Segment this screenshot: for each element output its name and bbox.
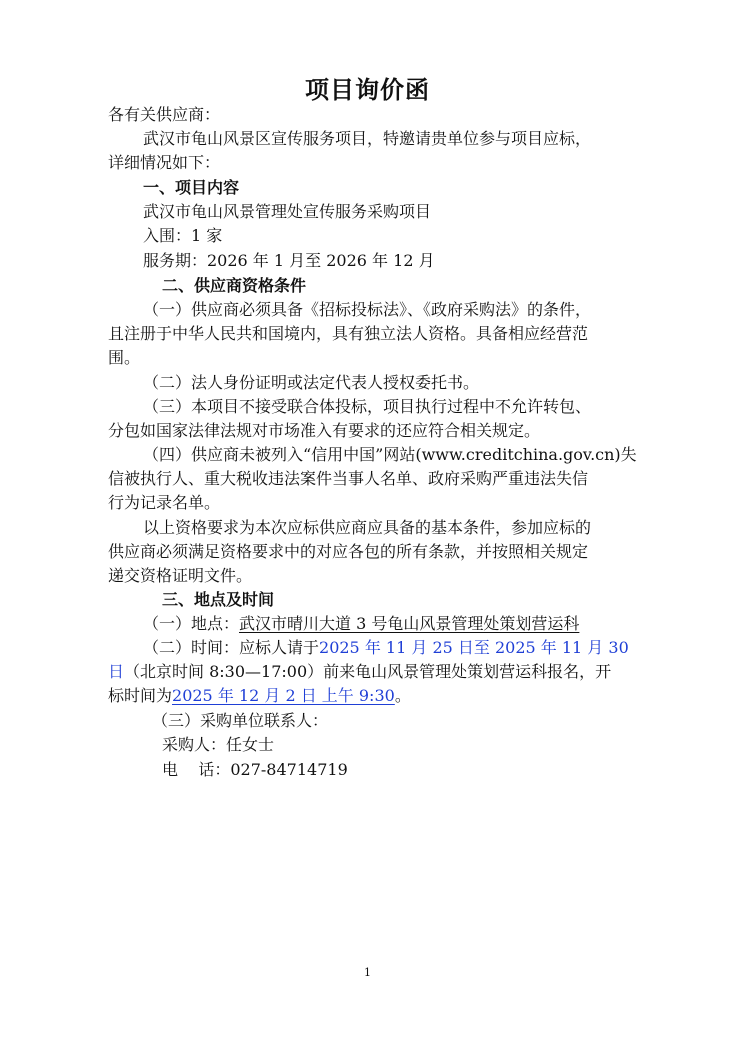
location-value: 武汉市晴川大道 3 号龟山风景管理处策划营运科 [239, 614, 580, 633]
requirement-4-line-3: 行为记录名单。 [108, 493, 221, 512]
qualification-note-line-2: 供应商必须满足资格要求中的对应各包的所有条款，并按照相关规定 [108, 542, 589, 561]
salutation: 各有关供应商： [108, 105, 221, 124]
requirement-1-line-1: （一）供应商必须具备《招标投标法》、《政府采购法》的条件， [143, 300, 592, 319]
requirement-4-line-1: （四）供应商未被列入“信用中国”网站(www.creditchina.gov.cn)失 [143, 445, 637, 464]
requirement-3-line-2: 分包如国家法律法规对市场准入有要求的还应符合相关规定。 [108, 421, 541, 440]
qualification-note-line-1: 以上资格要求为本次应标供应商应具备的基本条件，参加应标的 [143, 518, 592, 537]
page-number: 1 [364, 966, 371, 979]
buyer-value: 任女士 [226, 735, 275, 754]
contact-heading: （三）采购单位联系人： [152, 711, 329, 730]
buyer-label: 采购人： [162, 735, 227, 754]
registration-dates-end: 日 [108, 662, 125, 681]
phone-line [162, 758, 348, 782]
quota: 入围：1 家 [143, 226, 223, 245]
intro-line-2: 详细情况如下： [108, 153, 221, 172]
section-3-heading: 三、地点及时间 [162, 590, 275, 609]
location-label: （一）地点： [143, 614, 240, 633]
phone-value: 027-84714719 [230, 760, 348, 779]
time-line-1 [143, 636, 629, 660]
qualification-note-line-3: 递交资格证明文件。 [108, 566, 253, 585]
requirement-1-line-2: 且注册于中华人民共和国境内，具有独立法人资格。具备相应经营范 [108, 324, 589, 343]
opening-time-value: 2025 年 12 月 2 日 上午 9:30 [172, 686, 395, 705]
opening-time-period: 。 [394, 686, 411, 705]
registration-dates: 2025 年 11 月 25 日至 2025 年 11 月 30 [319, 638, 629, 657]
registration-hours: （北京时间 8:30—17:00）前来龟山风景管理处策划营运科报名，开 [124, 662, 612, 681]
buyer-line [162, 733, 274, 757]
section-1-heading: 一、项目内容 [143, 178, 240, 197]
opening-time-label: 标时间为 [108, 686, 173, 705]
time-label: （二）时间：应标人请于 [143, 638, 320, 657]
requirement-4-line-2: 信被执行人、重大税收违法案件当事人名单、政府采购严重违法失信 [108, 469, 589, 488]
intro-line-1: 武汉市龟山风景区宣传服务项目，特邀请贵单位参与项目应标， [143, 129, 592, 148]
location-line [143, 612, 579, 636]
service-period: 服务期：2026 年 1 月至 2026 年 12 月 [143, 251, 435, 270]
time-line-3 [108, 684, 411, 708]
requirement-1-line-3: 围。 [108, 348, 141, 367]
document-title: 项目询价函 [305, 76, 430, 104]
requirement-2: （二）法人身份证明或法定代表人授权委托书。 [143, 373, 480, 392]
section-2-heading: 二、供应商资格条件 [162, 276, 307, 295]
phone-label: 电 话： [162, 760, 231, 779]
project-name: 武汉市龟山风景管理处宣传服务采购项目 [143, 202, 432, 221]
time-line-2 [108, 660, 611, 684]
requirement-3-line-1: （三）本项目不接受联合体投标，项目执行过程中不允许转包、 [143, 397, 592, 416]
